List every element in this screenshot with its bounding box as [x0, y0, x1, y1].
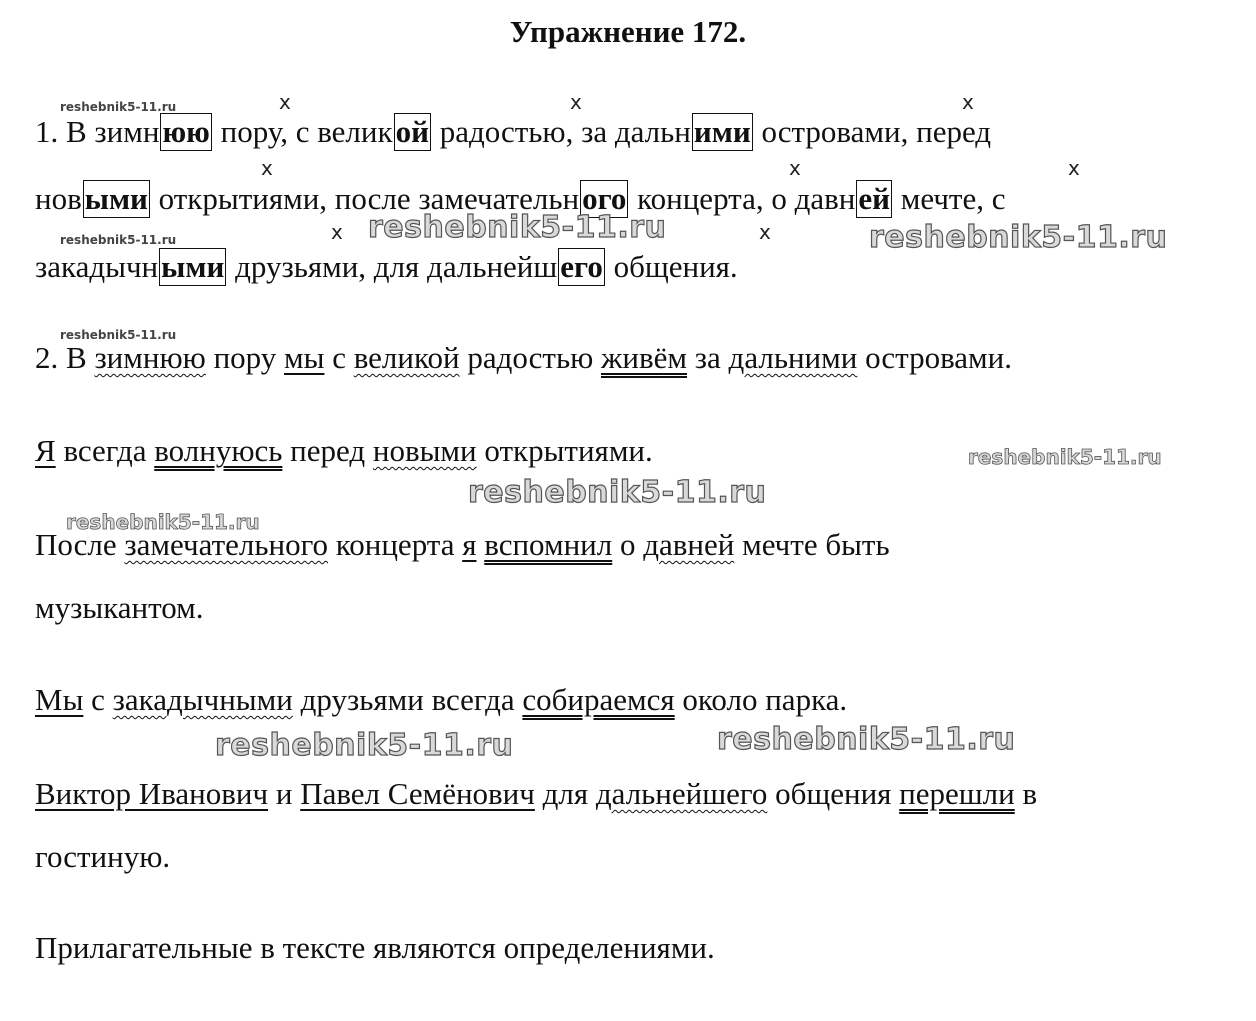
text-segment: радостью, за дальн [431, 114, 691, 149]
text-segment: концерта [328, 527, 463, 562]
subject-underline: Мы [35, 682, 84, 717]
text-segment: мечте быть [734, 527, 890, 562]
ending-box: ыми [161, 249, 225, 284]
text-segment: нов [35, 181, 82, 216]
subject-underline: я [462, 527, 477, 562]
text-segment: 1. В зимн [35, 114, 160, 149]
text-segment: о [612, 527, 644, 562]
x-mark: x [261, 156, 273, 180]
x-mark: x [962, 90, 974, 114]
attribute-underline: давней [643, 527, 735, 562]
text-segment: островами. [857, 340, 1013, 375]
task2-sentence4 [35, 684, 847, 715]
attribute-underline: новыми [372, 433, 477, 468]
watermark: reshebnik5-11.ru [60, 328, 177, 342]
task2-sentence5a [35, 778, 1037, 809]
x-mark: x [331, 220, 343, 244]
watermark: reshebnik5-11.ru [215, 728, 514, 763]
ending-box: его [560, 249, 603, 284]
ending-box: ого [582, 181, 627, 216]
watermark: reshebnik5-11.ru [717, 722, 1016, 757]
task2-sentence2 [35, 435, 653, 466]
conclusion: Прилагательные в тексте являются определениями. [35, 930, 715, 965]
subject-underline: Виктор Иванович [35, 776, 269, 811]
predicate-underline: живём [601, 340, 688, 375]
text-segment: гостиную. [35, 839, 171, 874]
task1-line3 [35, 248, 738, 286]
text-segment: для [534, 776, 596, 811]
ending-box: ими [693, 114, 751, 149]
subject-underline: Павел Семёнович [300, 776, 535, 811]
predicate-underline: волнуюсь [154, 433, 283, 468]
text-segment: После [35, 527, 125, 562]
text-segment: за [687, 340, 729, 375]
attribute-underline: зимнюю [94, 340, 206, 375]
x-mark: x [1068, 156, 1080, 180]
text-segment: с [324, 340, 354, 375]
watermark: reshebnik5-11.ru [60, 233, 177, 247]
task1-line1 [35, 113, 991, 151]
subject-underline: Я [35, 433, 56, 468]
text-segment: концерта, о давн [629, 181, 856, 216]
text-segment: в [1014, 776, 1038, 811]
text-segment: общения. [605, 249, 738, 284]
ending-box: ыми [84, 181, 148, 216]
attribute-underline: великой [353, 340, 460, 375]
task2-sentence3b [35, 592, 204, 623]
predicate-underline: вспомнил [484, 527, 613, 562]
predicate-underline: перешли [899, 776, 1015, 811]
text-segment: друзьями, для дальнейш [227, 249, 558, 284]
attribute-underline: дальнейшего [595, 776, 768, 811]
x-mark: x [279, 90, 291, 114]
attribute-underline: закадычными [112, 682, 293, 717]
text-segment: перед [282, 433, 373, 468]
watermark: reshebnik5-11.ru [66, 510, 260, 534]
subject-underline: мы [284, 340, 325, 375]
text-segment: островами, перед [753, 114, 992, 149]
text-segment: 2. В [35, 340, 95, 375]
ending-box: ой [395, 114, 429, 149]
text-segment: мечте, с [892, 181, 1006, 216]
watermark: reshebnik5-11.ru [968, 445, 1162, 469]
ending-box: ей [858, 181, 890, 216]
x-mark: x [570, 90, 582, 114]
x-mark: x [789, 156, 801, 180]
text-segment: закадычн [35, 249, 159, 284]
text-segment: открытиями. [476, 433, 653, 468]
text-segment: и [268, 776, 301, 811]
task2-sentence1 [35, 342, 1012, 373]
text-segment: музыкантом. [35, 590, 204, 625]
text-segment: пору, с велик [212, 114, 393, 149]
text-segment: с [83, 682, 113, 717]
ending-box: юю [162, 114, 210, 149]
text-segment: около парка. [674, 682, 848, 717]
attribute-underline: дальними [728, 340, 858, 375]
text-segment: общения [767, 776, 900, 811]
text-segment: всегда [55, 433, 155, 468]
text-segment: открытиями, после замечательн [150, 181, 580, 216]
task2-sentence5b [35, 841, 170, 872]
watermark: reshebnik5-11.ru [60, 100, 177, 114]
predicate-underline: собираемся [522, 682, 675, 717]
watermark: reshebnik5-11.ru [468, 475, 767, 510]
exercise-title: Упражнение 172. [509, 14, 747, 49]
watermark: reshebnik5-11.ru [368, 210, 667, 245]
text-segment: пору [205, 340, 284, 375]
attribute-underline: замечательного [124, 527, 329, 562]
text-segment: друзьями всегда [292, 682, 523, 717]
watermark: reshebnik5-11.ru [869, 220, 1168, 255]
text-segment: радостью [459, 340, 601, 375]
x-mark: x [759, 220, 771, 244]
